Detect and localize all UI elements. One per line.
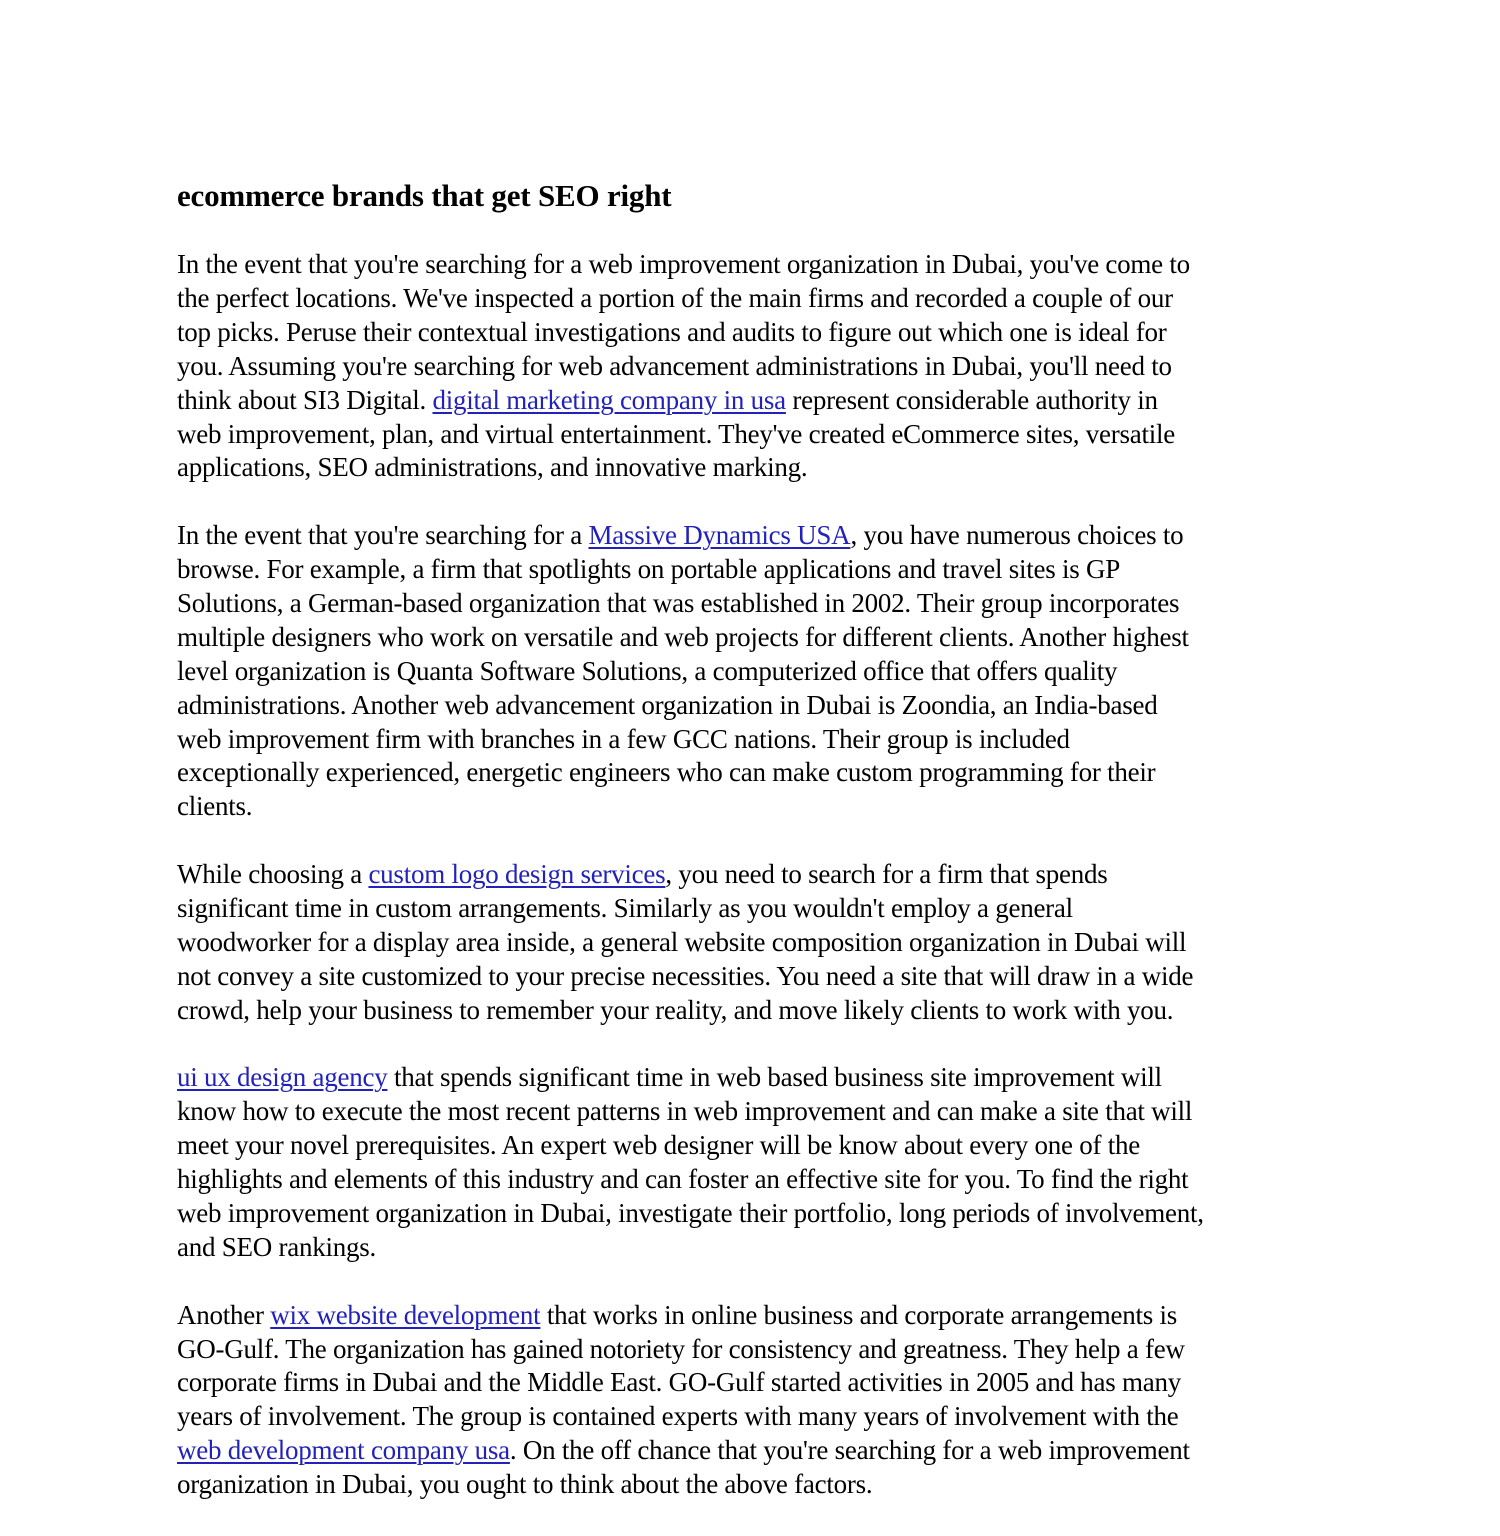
text-span: years of involvement. The group is contained experts with many years of involvement with the xyxy=(177,1401,1179,1432)
text-line xyxy=(177,756,1327,790)
text-line xyxy=(177,790,1327,824)
paragraph xyxy=(177,1061,1327,1264)
inline-link[interactable]: web development company usa xyxy=(177,1435,510,1466)
inline-link[interactable]: ui ux design agency xyxy=(177,1062,388,1093)
document-title: ecommerce brands that get SEO right xyxy=(177,178,672,213)
text-span: corporate firms in Dubai and the Middle East. GO-Gulf started activities in 2005 and has many xyxy=(177,1367,1181,1398)
text-line xyxy=(177,1333,1327,1367)
text-span: woodworker for a display area inside, a general website composition organization in Dubai will xyxy=(177,926,1187,957)
inline-link[interactable]: Massive Dynamics USA xyxy=(588,520,851,551)
text-span: , you need to search for a firm that spends xyxy=(665,859,1108,890)
text-line xyxy=(177,350,1327,384)
paragraph xyxy=(177,858,1327,1028)
text-line xyxy=(177,248,1327,282)
text-line xyxy=(177,519,1327,553)
text-span: In the event that you're searching for a web improvement organization in Dubai, you've come to xyxy=(177,249,1190,279)
text-span: represent considerable authority in xyxy=(785,384,1158,415)
document-page xyxy=(177,176,1327,1536)
paragraph xyxy=(177,248,1327,485)
text-span: applications, SEO administrations, and innovative marking. xyxy=(177,452,808,483)
text-span: and SEO rankings. xyxy=(177,1231,376,1262)
text-line xyxy=(177,282,1327,316)
text-line xyxy=(177,587,1327,621)
inline-link[interactable]: wix website development xyxy=(270,1299,541,1330)
text-span: top picks. Peruse their contextual investigations and audits to figure out which one is ideal for xyxy=(177,316,1167,347)
text-line xyxy=(177,418,1327,452)
text-line xyxy=(177,451,1327,485)
inline-link[interactable]: digital marketing company in usa xyxy=(432,384,786,415)
paragraph xyxy=(177,1299,1327,1502)
text-line xyxy=(177,994,1327,1028)
text-line xyxy=(177,1197,1327,1231)
text-span: significant time in custom arrangements. Similarly as you wouldn't employ a general xyxy=(177,893,1073,923)
text-span: In the event that you're searching for a xyxy=(177,520,589,551)
text-span: that works in online business and corporate arrangements is xyxy=(540,1299,1178,1330)
text-span: GO-Gulf. The organization has gained notoriety for consistency and greatness. They help a few xyxy=(177,1333,1185,1364)
text-span: Solutions, a German-based organization that was established in 2002. Their group incorporates xyxy=(177,587,1180,618)
text-line xyxy=(177,621,1327,655)
text-span: highlights and elements of this industry and can foster an effective site for you. To find the right xyxy=(177,1164,1189,1195)
text-line xyxy=(177,1299,1327,1333)
text-span: level organization is Quanta Software Solutions, a computerized office that offers quality xyxy=(177,655,1118,686)
text-span: . On the off chance that you're searching for a web improvement xyxy=(509,1435,1190,1466)
text-line xyxy=(177,1366,1327,1400)
text-span: While choosing a xyxy=(177,859,369,890)
text-span: exceptionally experienced, energetic engineers who can make custom programming for their xyxy=(177,757,1156,788)
text-span: web improvement firm with branches in a few GCC nations. Their group is included xyxy=(177,723,1070,754)
text-line xyxy=(177,553,1327,587)
text-line xyxy=(177,316,1327,350)
text-line xyxy=(177,1129,1327,1163)
text-line xyxy=(177,960,1327,994)
text-line xyxy=(177,892,1327,926)
text-span: clients. xyxy=(177,791,253,822)
text-line xyxy=(177,858,1327,892)
text-span: web improvement organization in Dubai, investigate their portfolio, long periods of involvement, xyxy=(177,1198,1204,1229)
text-line xyxy=(177,1400,1327,1434)
text-line xyxy=(177,1231,1327,1265)
paragraph xyxy=(177,519,1327,824)
text-span: know how to execute the most recent patterns in web improvement and can make a site that will xyxy=(177,1096,1193,1127)
text-span: the perfect locations. We've inspected a portion of the main firms and recorded a couple of our xyxy=(177,282,1173,313)
text-line xyxy=(177,655,1327,689)
text-span: , you have numerous choices to xyxy=(850,520,1184,551)
text-span: Another xyxy=(177,1299,271,1330)
text-span: not convey a site customized to your precise necessities. You need a site that will draw in a wide xyxy=(177,960,1194,991)
text-line xyxy=(177,689,1327,723)
inline-link[interactable]: custom logo design services xyxy=(368,859,666,890)
text-span: meet your novel prerequisites. An expert web designer will be know about every one of the xyxy=(177,1130,1140,1161)
text-line xyxy=(177,1095,1327,1129)
text-line xyxy=(177,1163,1327,1197)
text-line xyxy=(177,926,1327,960)
text-span: administrations. Another web advancement organization in Dubai is Zoondia, an India-based xyxy=(177,689,1158,720)
document-body xyxy=(177,248,1327,1502)
text-span: multiple designers who work on versatile and web projects for different clients. Another highest xyxy=(177,621,1189,652)
text-span: organization in Dubai, you ought to think about the above factors. xyxy=(177,1469,873,1500)
text-span: that spends significant time in web based business site improvement will xyxy=(387,1062,1162,1093)
text-line xyxy=(177,723,1327,757)
text-line xyxy=(177,1468,1327,1502)
text-line xyxy=(177,1061,1327,1095)
text-line xyxy=(177,384,1327,418)
text-line xyxy=(177,1434,1327,1468)
text-span: think about SI3 Digital. xyxy=(177,384,433,415)
text-span: you. Assuming you're searching for web advancement administrations in Dubai, you'll need to xyxy=(177,350,1172,381)
text-span: browse. For example, a firm that spotlights on portable applications and travel sites is GP xyxy=(177,554,1121,585)
text-span: web improvement, plan, and virtual entertainment. They've created eCommerce sites, versatile xyxy=(177,418,1175,449)
text-span: crowd, help your business to remember your reality, and move likely clients to work with you. xyxy=(177,994,1174,1025)
